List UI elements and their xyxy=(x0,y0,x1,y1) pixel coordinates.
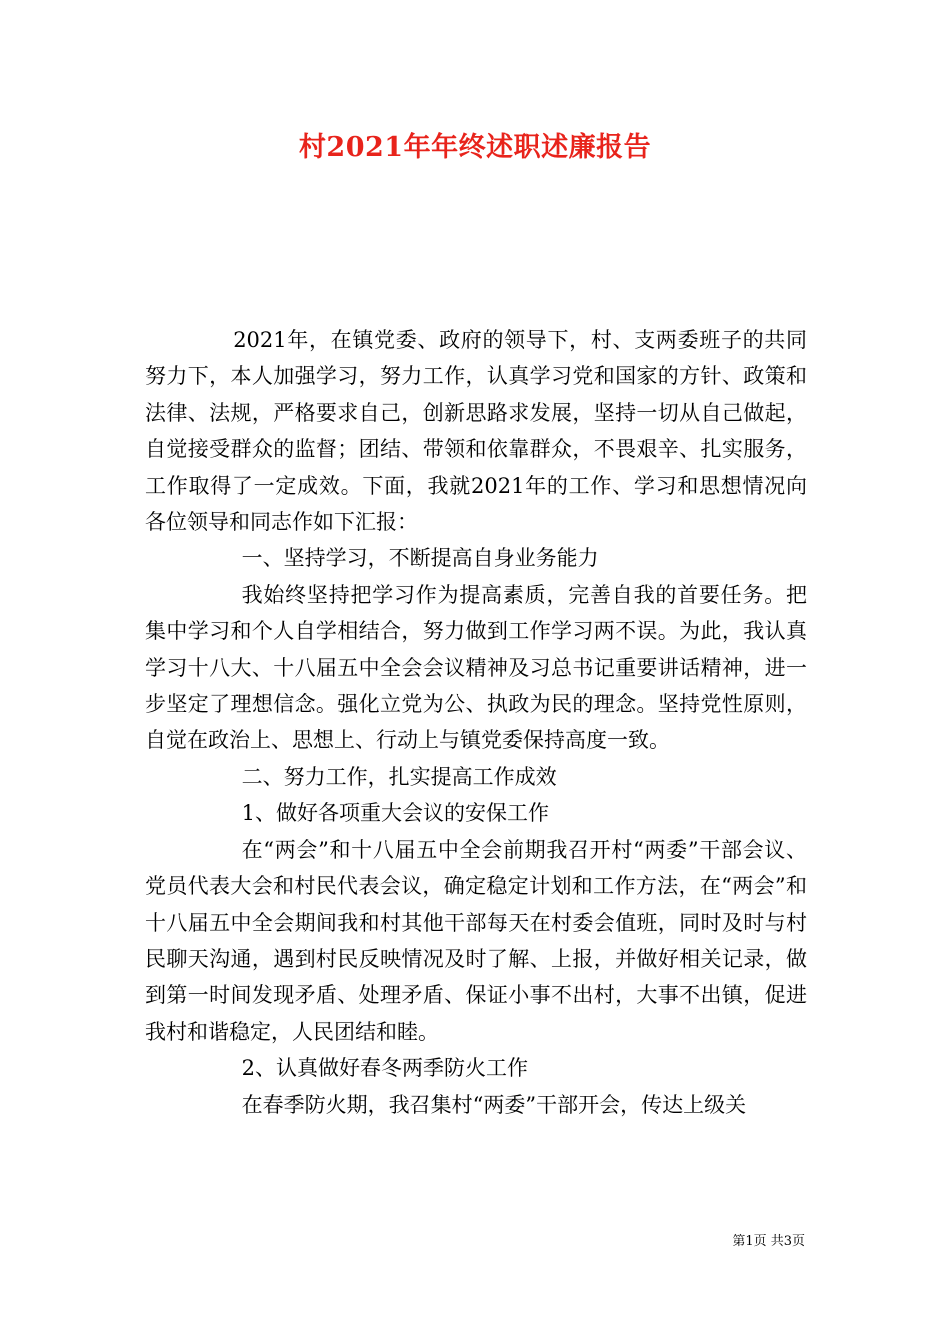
paragraph-fire-prevention: 在春季防火期，我召集村“两委”干部开会，传达上级关 xyxy=(241,1092,747,1117)
document-title: 村2021年年终述职述廉报告 xyxy=(298,132,652,163)
paragraph-security: 在“两会”和十八届五中全会前期我召开村“两委”干部会议、党员代表大会和村民代表会议，确定稳定计划和工作方法，在“两会”和十八届五中全会期间我和村其他干部每天在村委会值班，同时及时与村民聊天沟通，遇到村民反映情况及时了解、上报，并做好相关记录，做到第一时间发现矛盾、处理矛盾、保证小事不出村，大事不出镇，促进我村和谐稳定，人民团结和睦。 xyxy=(145,837,807,1044)
page-number: 第1页 共3页 xyxy=(732,1234,805,1249)
subsection-heading-2: 2、认真做好春冬两季防火工作 xyxy=(241,1056,528,1081)
section-heading-2: 二、努力工作，扎实提高工作成效 xyxy=(241,764,557,789)
subsection-heading-1: 1、做好各项重大会议的安保工作 xyxy=(241,801,549,826)
document-body xyxy=(145,322,807,1123)
paragraph-study: 我始终坚持把学习作为提高素质，完善自我的首要任务。把集中学习和个人自学相结合，努力做到工作学习两不误。为此，我认真学习十八大、十八届五中全会会议精神及习总书记重要讲话精神，进一步坚定了理想信念。强化立党为公、执政为民的理念。坚持党性原则，自觉在政治上、思想上、行动上与镇党委保持高度一致。 xyxy=(145,582,807,753)
paragraph-intro: 2021年，在镇党委、政府的领导下，村、支两委班子的共同努力下，本人加强学习，努力工作，认真学习党和国家的方针、政策和法律、法规，严格要求自己，创新思路求发展，坚持一切从自己做起，自觉接受群众的监督；团结、带领和依靠群众，不畏艰辛、扎实服务，工作取得了一定成效。下面，我就2021年的工作、学习和思想情况向各位领导和同志作如下汇报： xyxy=(145,328,807,535)
section-heading-1: 一、坚持学习，不断提高自身业务能力 xyxy=(241,546,599,571)
